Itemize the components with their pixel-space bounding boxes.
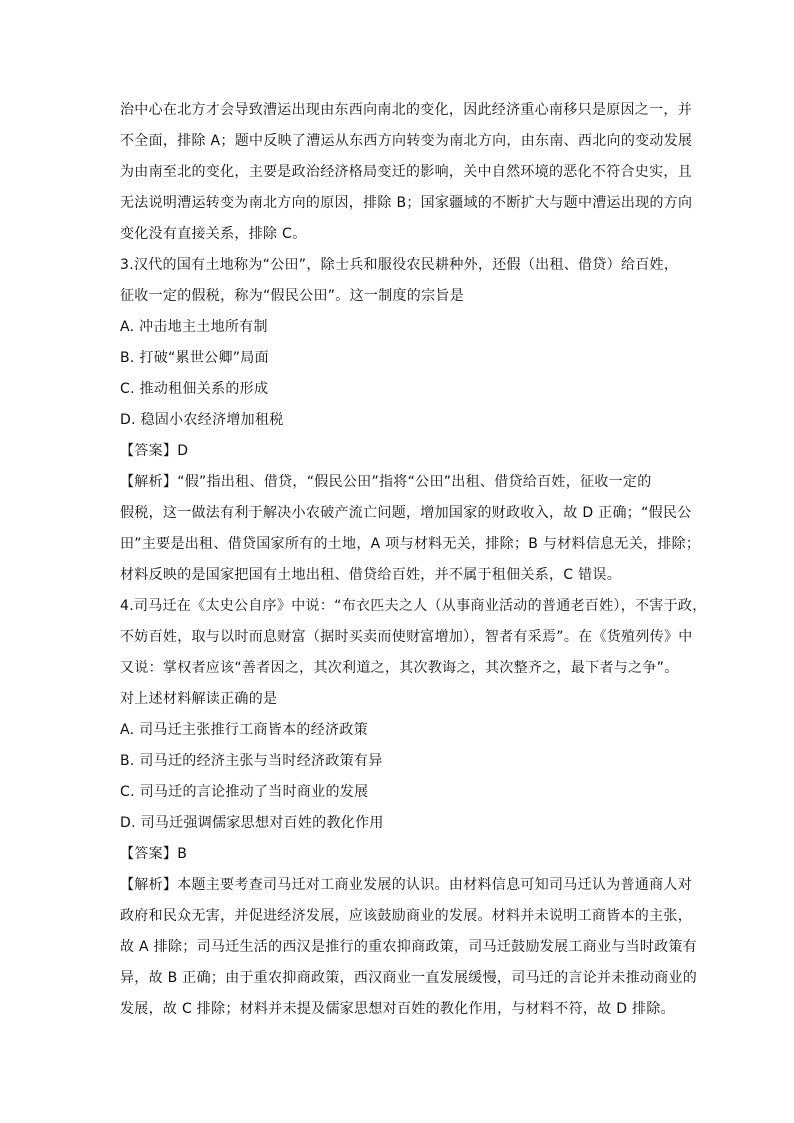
document-page xyxy=(120,95,707,1025)
option-a: A. 司马迁主张推行工商皆本的经济政策 xyxy=(120,722,368,738)
question-stem-line: 4.司马迁在《太史公自序》中说：“布衣匹夫之人（从事商业活动的普通老百姓），不害于政， xyxy=(120,598,707,614)
option-c: C. 司马迁的言论推动了当时商业的发展 xyxy=(120,784,369,800)
question-3 xyxy=(120,250,701,591)
question-stem-line: 征收一定的假税，称为“假民公田”。这一制度的宗旨是 xyxy=(120,288,465,304)
text-line: 变化没有直接关系，排除 C。 xyxy=(120,226,307,242)
question-stem-line: 又说：掌权者应该“善者因之，其次利道之，其次教诲之，其次整齐之，最下者与之争”。 xyxy=(120,660,679,676)
intro-paragraph xyxy=(120,95,693,250)
answer-label: 【答案】D xyxy=(120,443,189,459)
question-4 xyxy=(120,591,707,1025)
text-line: 无法说明漕运转变为南北方向的原因，排除 B；国家疆域的不断扩大与题中漕运出现的方向 xyxy=(120,195,693,211)
analysis-line: 田”主要是出租、借贷国家所有的土地，A 项与材料无关，排除；B 与材料信息无关，排除； xyxy=(120,536,701,552)
analysis-line: 政府和民众无害，并促进经济发展，应该鼓励商业的发展。材料并未说明工商皆本的主张， xyxy=(120,908,692,924)
option-d: D. 司马迁强调儒家思想对百姓的教化作用 xyxy=(120,815,384,831)
question-stem-line: 3.汉代的国有土地称为“公田”，除士兵和服役农民耕种外，还假（出租、借贷）给百姓， xyxy=(120,257,679,273)
analysis-line: 材料反映的是国家把国有土地出租、借贷给百姓，并不属于租佃关系，C 错误。 xyxy=(120,567,622,583)
question-stem-line: 不妨百姓，取与以时而息财富（据时买卖而使财富增加），智者有采焉”。在《货殖列传》中 xyxy=(120,629,693,645)
option-a: A. 冲击地主土地所有制 xyxy=(120,319,268,335)
analysis-line: 【解析】本题主要考查司马迁对工商业发展的认识。由材料信息可知司马迁认为普通商人对 xyxy=(120,877,692,893)
option-c: C. 推动租佃关系的形成 xyxy=(120,381,269,397)
text-line: 治中心在北方才会导致漕运出现由东西向南北的变化，因此经济重心南移只是原因之一，并 xyxy=(120,102,692,118)
analysis-line: 异，故 B 正确；由于重农抑商政策，西汉商业一直发展缓慢，司马迁的言论并未推动商业的 xyxy=(120,970,698,986)
answer-label: 【答案】B xyxy=(120,846,188,862)
option-d: D. 稳固小农经济增加租税 xyxy=(120,412,284,428)
question-stem-line: 对上述材料解读正确的是 xyxy=(120,691,278,707)
text-line: 为由南至北的变化，主要是政治经济格局变迁的影响，关中自然环境的恶化不符合史实，且 xyxy=(120,164,692,180)
analysis-line: 假税，这一做法有利于解决小农破产流亡问题，增加国家的财政收入，故 D 正确；“假民公 xyxy=(120,505,692,521)
option-b: B. 打破“累世公卿”局面 xyxy=(120,350,269,366)
option-b: B. 司马迁的经济主张与当时经济政策有异 xyxy=(120,753,383,769)
analysis-line: 故 A 排除；司马迁生活的西汉是推行的重农抑商政策，司马迁鼓励发展工商业与当时政策有 xyxy=(120,939,698,955)
text-line: 不全面，排除 A；题中反映了漕运从东西方向转变为南北方向，由东南、西北向的变动发展 xyxy=(120,133,693,149)
analysis-line: 发展，故 C 排除；材料并未提及儒家思想对百姓的教化作用，与材料不符，故 D 排除。 xyxy=(120,1001,675,1017)
analysis-line: 【解析】“假”指出租、借贷，“假民公田”指将“公田”出租、借贷给百姓，征收一定的 xyxy=(120,474,652,490)
